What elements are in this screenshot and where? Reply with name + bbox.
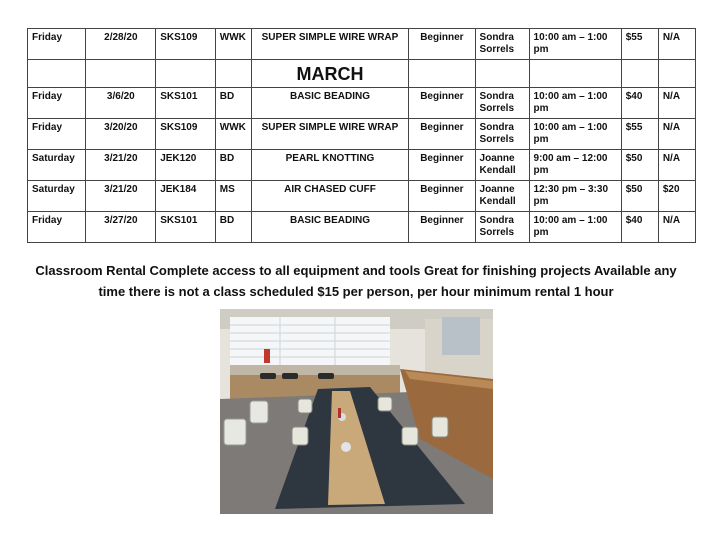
- month-heading: MARCH: [251, 60, 408, 88]
- class-title-cell: SUPER SIMPLE WIRE WRAP: [251, 29, 408, 60]
- level-cell: Beginner: [409, 29, 475, 60]
- empty-cell: [86, 60, 156, 88]
- instructor-cell: Sondra Sorrels: [475, 119, 529, 150]
- day-cell: Friday: [28, 29, 86, 60]
- rental-line-1: Classroom Rental Complete access to all equipment and tools Great for finishing projects Available any: [35, 263, 677, 278]
- instructor-cell: Joanne Kendall: [475, 150, 529, 181]
- empty-cell: [215, 60, 251, 88]
- date-cell: 3/20/20: [86, 119, 156, 150]
- instructor-cell: Sondra Sorrels: [475, 88, 529, 119]
- class-title-cell: SUPER SIMPLE WIRE WRAP: [251, 119, 408, 150]
- schedule-row: [28, 181, 696, 212]
- schedule-body: [28, 29, 696, 243]
- day-cell: Friday: [28, 88, 86, 119]
- instructor-cell: Joanne Kendall: [475, 181, 529, 212]
- date-cell: 3/27/20: [86, 212, 156, 243]
- schedule-row: [28, 119, 696, 150]
- category-cell: BD: [215, 150, 251, 181]
- classroom-photo-illustration: [220, 309, 493, 514]
- class-schedule-table: [27, 28, 696, 243]
- empty-cell: [28, 60, 86, 88]
- schedule-row: [28, 212, 696, 243]
- course-code-cell: SKS109: [156, 29, 216, 60]
- course-code-cell: JEK120: [156, 150, 216, 181]
- price-cell: $40: [621, 88, 658, 119]
- class-title-cell: AIR CHASED CUFF: [251, 181, 408, 212]
- empty-cell: [529, 60, 621, 88]
- class-title-cell: BASIC BEADING: [251, 88, 408, 119]
- price-cell: $55: [621, 119, 658, 150]
- month-heading-row: [28, 60, 696, 88]
- category-cell: BD: [215, 212, 251, 243]
- instructor-cell: Sondra Sorrels: [475, 29, 529, 60]
- day-cell: Friday: [28, 212, 86, 243]
- schedule-row: [28, 29, 696, 60]
- time-cell: 9:00 am – 12:00 pm: [529, 150, 621, 181]
- date-cell: 3/21/20: [86, 181, 156, 212]
- class-title-cell: PEARL KNOTTING: [251, 150, 408, 181]
- price-cell: $50: [621, 181, 658, 212]
- extra-fee-cell: $20: [658, 181, 695, 212]
- level-cell: Beginner: [409, 119, 475, 150]
- course-code-cell: SKS101: [156, 88, 216, 119]
- course-code-cell: SKS109: [156, 119, 216, 150]
- category-cell: WWK: [215, 119, 251, 150]
- day-cell: Saturday: [28, 150, 86, 181]
- date-cell: 2/28/20: [86, 29, 156, 60]
- course-code-cell: JEK184: [156, 181, 216, 212]
- day-cell: Saturday: [28, 181, 86, 212]
- extra-fee-cell: N/A: [658, 119, 695, 150]
- extra-fee-cell: N/A: [658, 88, 695, 119]
- level-cell: Beginner: [409, 88, 475, 119]
- time-cell: 10:00 am – 1:00 pm: [529, 212, 621, 243]
- category-cell: BD: [215, 88, 251, 119]
- day-cell: Friday: [28, 119, 86, 150]
- empty-cell: [156, 60, 216, 88]
- empty-cell: [475, 60, 529, 88]
- price-cell: $55: [621, 29, 658, 60]
- date-cell: 3/21/20: [86, 150, 156, 181]
- category-cell: WWK: [215, 29, 251, 60]
- time-cell: 12:30 pm – 3:30 pm: [529, 181, 621, 212]
- classroom-rental-notice: [28, 260, 684, 302]
- extra-fee-cell: N/A: [658, 150, 695, 181]
- extra-fee-cell: N/A: [658, 29, 695, 60]
- class-title-cell: BASIC BEADING: [251, 212, 408, 243]
- empty-cell: [621, 60, 658, 88]
- schedule-row: [28, 88, 696, 119]
- empty-cell: [658, 60, 695, 88]
- instructor-cell: Sondra Sorrels: [475, 212, 529, 243]
- extra-fee-cell: N/A: [658, 212, 695, 243]
- course-code-cell: SKS101: [156, 212, 216, 243]
- time-cell: 10:00 am – 1:00 pm: [529, 88, 621, 119]
- level-cell: Beginner: [409, 150, 475, 181]
- category-cell: MS: [215, 181, 251, 212]
- time-cell: 10:00 am – 1:00 pm: [529, 29, 621, 60]
- level-cell: Beginner: [409, 212, 475, 243]
- price-cell: $40: [621, 212, 658, 243]
- schedule-row: [28, 150, 696, 181]
- empty-cell: [409, 60, 475, 88]
- classroom-photo: [220, 309, 493, 514]
- date-cell: 3/6/20: [86, 88, 156, 119]
- level-cell: Beginner: [409, 181, 475, 212]
- time-cell: 10:00 am – 1:00 pm: [529, 119, 621, 150]
- price-cell: $50: [621, 150, 658, 181]
- rental-line-2: time there is not a class scheduled $15 per person, per hour minimum rental 1 hour: [98, 284, 614, 299]
